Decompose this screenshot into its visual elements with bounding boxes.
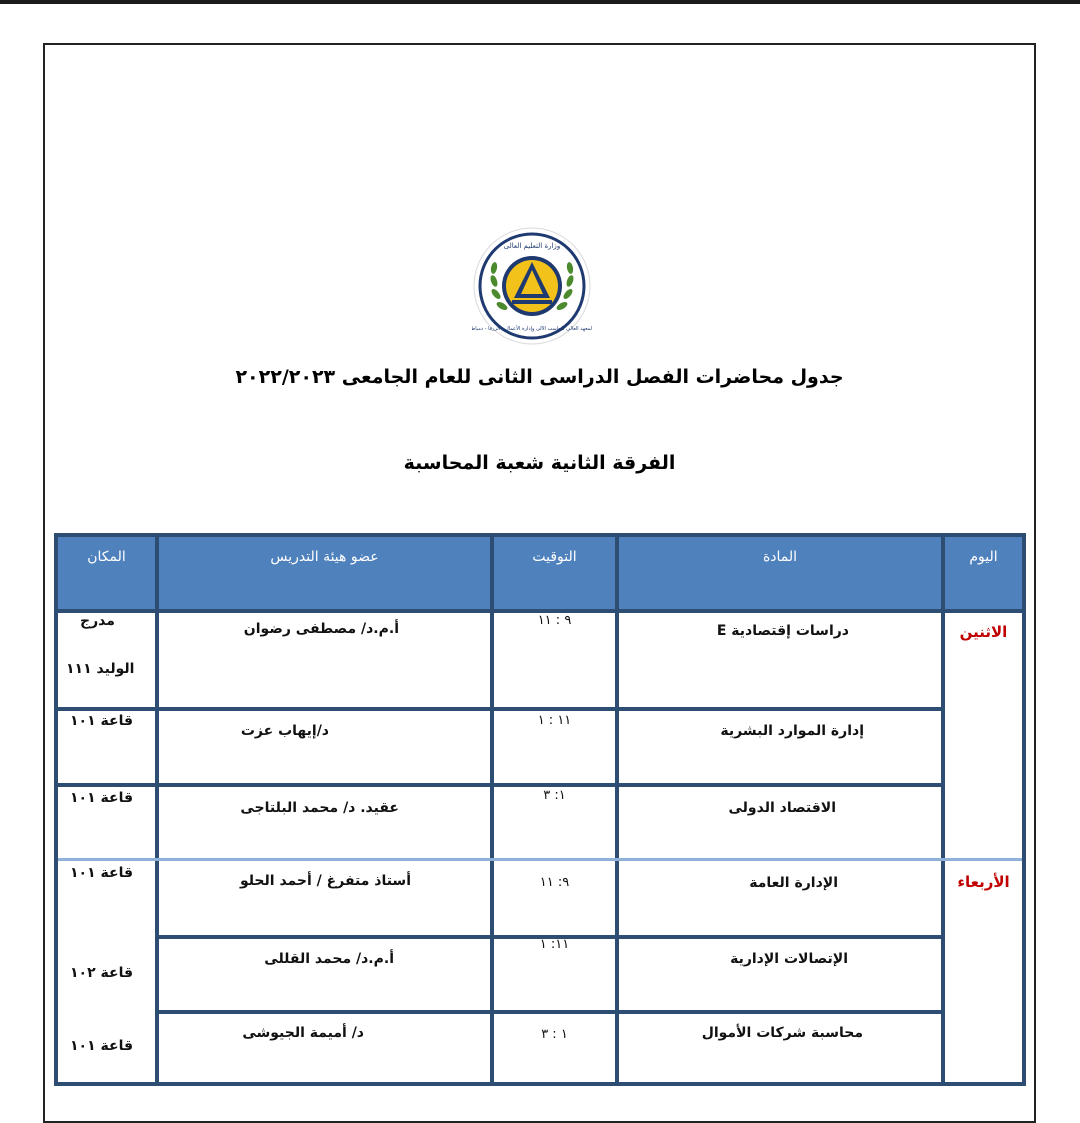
time-cell: ١: ٣ [543, 788, 566, 803]
institute-logo [472, 226, 592, 346]
location-cell: قاعة ١٠٢ [70, 965, 133, 981]
instructor-cell: د/ أميمة الجيوشى [242, 1025, 364, 1041]
row-divider [58, 783, 945, 787]
instructor-cell: أ.م.د/ محمد القللى [264, 951, 394, 967]
header-instructor: عضو هيئة التدريس [159, 537, 490, 609]
subject-cell: محاسبة شركات الأموال [701, 1025, 863, 1041]
day-monday: الاثنين [959, 623, 1008, 641]
time-cell: ٩: ١١ [539, 875, 570, 890]
instructor-cell: د/إيهاب عزت [240, 723, 329, 739]
location-cell: قاعة ١٠١ [70, 865, 133, 881]
institute-logo-icon [472, 226, 592, 346]
top-rule [0, 0, 1080, 4]
page-title: جدول محاضرات الفصل الدراسى الثانى للعام الجامعى ٢٠٢٢/٢٠٢٣ [235, 366, 844, 388]
location-cell: الوليد ١١١ [66, 661, 135, 677]
time-cell: ١ : ٣ [541, 1027, 568, 1042]
row-divider [155, 707, 945, 711]
day-divider [58, 858, 1022, 861]
header-time: التوقيت [494, 537, 615, 609]
page-subtitle: الفرقة الثانية شعبة المحاسبة [403, 452, 676, 474]
subject-cell: الإتصالات الإدارية [730, 951, 848, 967]
header-day: اليوم [945, 537, 1022, 609]
row-divider [58, 707, 155, 711]
instructor-cell: أستاذ متفرغ / أحمد الحلو [239, 873, 411, 889]
subject-cell: الإدارة العامة [749, 875, 838, 891]
time-cell: ١١ : ١ [537, 713, 572, 728]
header-subject: المادة [619, 537, 941, 609]
schedule-table [54, 533, 1026, 1086]
column-divider [615, 537, 619, 1082]
subject-cell: الاقتصاد الدولى [728, 800, 836, 816]
column-divider [155, 537, 159, 1082]
logo-top-text: وزارة التعليم العالى [503, 242, 561, 250]
subject-cell: دراسات إقتصادية E [716, 623, 849, 639]
time-cell: ٩ : ١١ [537, 613, 572, 628]
instructor-cell: أ.م.د/ مصطفى رضوان [243, 621, 399, 637]
location-cell: قاعة ١٠١ [70, 790, 133, 806]
time-cell: ١١: ١ [539, 937, 570, 952]
location-cell: مدرج [80, 613, 115, 629]
header-location: المكان [58, 537, 155, 609]
day-wednesday: الأربعاء [957, 873, 1010, 891]
location-cell: قاعة ١٠١ [70, 713, 133, 729]
logo-bottom-text: المعهد العالى للحاسب الآلى وإدارة الأعمال - الزرقا - دمياط [472, 326, 592, 332]
column-divider [941, 537, 945, 1082]
location-cell: قاعة ١٠١ [70, 1038, 133, 1054]
instructor-cell: عقيد. د/ محمد البلتاجى [240, 800, 399, 816]
row-divider [155, 1010, 945, 1014]
subject-cell: إدارة الموارد البشرية [720, 723, 864, 739]
